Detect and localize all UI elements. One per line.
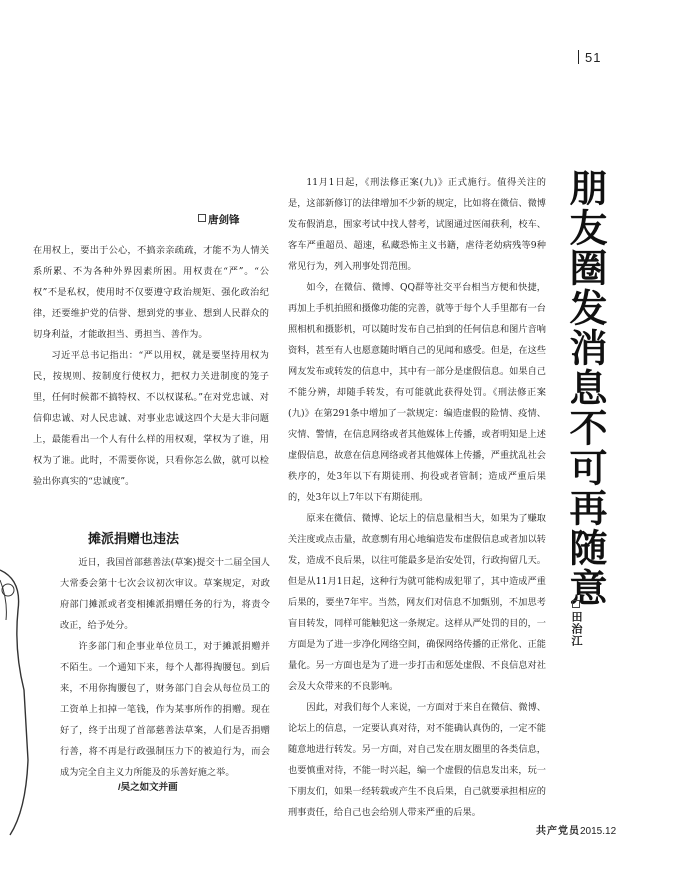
magazine-logo: 共产党员 [536, 826, 580, 837]
square-bullet-icon [198, 214, 206, 222]
lower-left-article-body [60, 552, 270, 783]
square-bullet-icon [572, 600, 580, 608]
paragraph: 在用权上，要出于公心，不搞亲亲疏疏，才能不为人情关系所累、不为各种外界因素所困。用权责在“严”。“公权”不是私权，使用时不仅要遵守政治规矩、强化政治纪律，还要维护党的信誉、想到党的事业、想到人民群众的切身利益，才能敢担当、勇担当、善作为。 [33, 245, 269, 340]
paragraph: 原来在微信、微博、论坛上的信息量相当大，如果为了赚取关注度或点击量，故意剽有用心地编造发布虚假信息或者加以转发，造成不良后果，以往可能最多是治安处罚，行政拘留几天。但是从11月1日起，这种行为就可能构成犯罪了，其中造成严重后果的，要坐7年牢。当然，网友们对信息不加甄别，不加思考盲目转发，同样可能触犯这一条规定。这样从严处罚的目的，一方面是为了进一步净化网络空间，确保网络传播的正常化、正能量化。另一方面也是为了进一步打击和惩处虚假、不良信息对社会及大众带来的不良影响。 [288, 513, 546, 692]
paragraph: 许多部门和企事业单位员工，对于摊派捐赠并不陌生。一个通知下来，每个人都得掏腰包。到后来，不用你掏腰包了，财务部门自会从每位员工的工资单上扣掉一笔钱，作为某事所作的捐赠。现在好了，终于出现了首部慈善法草案，人们是否捐赠行善，将不再是行政强制压力下的被迫行为，而会成为完全自主义力所能及的乐善好施之举。 [60, 641, 270, 778]
page-number: 51 [578, 50, 601, 65]
lower-left-article-title: 摊派捐赠也违法 [88, 531, 180, 546]
left-article-body [33, 240, 269, 492]
paragraph: 如今，在微信、微博、QQ群等社交平台相当方便和快捷，再加上手机拍照和摄像功能的完善，就等于每个人手里都有一台照相机和摄影机，可以随时发布自己拍到的任何信息和图片音响资料，甚至有人也愿意随时晒自己的见闻和感受。但是，在这些网友发布或转发的信息中，其中有一部分是虚假信息。如果自己不能分辨，却随手转发，有可能就此获得处罚。《刑法修正案(九)》在第291条中增加了一款规定：编造虚假的险情、疫情、灾情、警情，在信息网络或者其他媒体上传播，或者明知是上述虚假信息，故意在信息网络或者其他媒体上传播，严重扰乱社会秩序的，处3年以下有期徒刑、拘役或者管制；造成严重后果的，处3年以上7年以下有期徒刑。 [288, 282, 546, 503]
cartoon-byline: /吴之如文并画 [118, 782, 178, 793]
paragraph: 因此，对我们每个人来说，一方面对于来自在微信、微博、论坛上的信息，一定要认真对待，对不能确认真伪的，一定不能随意地进行转发。另一方面，对自己发在朋友圈里的各类信息，也要慎重对待，不能一时兴起，编一个虚假的信息发出来，玩一下朋友们，如果一经转载或产生不良后果，自己就要承担相应的刑事责任，给自己也会给别人带来严重的后果。 [288, 702, 546, 818]
issue-number: 2015.12 [580, 826, 617, 837]
paragraph: 近日，我国首部慈善法(草案)提交十二届全国人大常委会第十七次会议初次审议。草案规定，对政府部门摊派或者变相摊派捐赠任务的行为，将责令改正，给予处分。 [60, 557, 270, 631]
main-article-body [288, 172, 546, 823]
main-article-author: 田治江 [568, 600, 584, 647]
magazine-footer [536, 822, 616, 837]
cartoon-illustration [0, 560, 30, 840]
left-article-author: 唐剑锋 [198, 212, 240, 227]
main-article-title: 朋友圈发消息不可再随意 [563, 168, 607, 608]
paragraph: 习近平总书记指出：“严以用权，就是要坚持用权为民，按规则、按制度行使权力，把权力关进制度的笼子里，任何时候都不搞特权、不以权谋私。”在对党忠诚、对信仰忠诚、对人民忠诚、对事业忠诚这四个大是大非问题上，最能看出一个人有什么样的用权观，掌权为了谁，用权为了谁。此时，不需要你说，只看你怎么做，就可以检验出你真实的“忠诚度”。 [33, 350, 269, 487]
paragraph: 11月1日起，《刑法修正案(九)》正式施行。值得关注的是，这部新修订的法律增加不少新的规定，比如将在微信、微博发布假消息，围家考试中找人替考，试图通过医闹获利，校车、客车严重超员、超速，私藏恐怖主义书籍，虐待老幼病残等9种常见行为，列入刑事处罚范围。 [288, 177, 546, 272]
